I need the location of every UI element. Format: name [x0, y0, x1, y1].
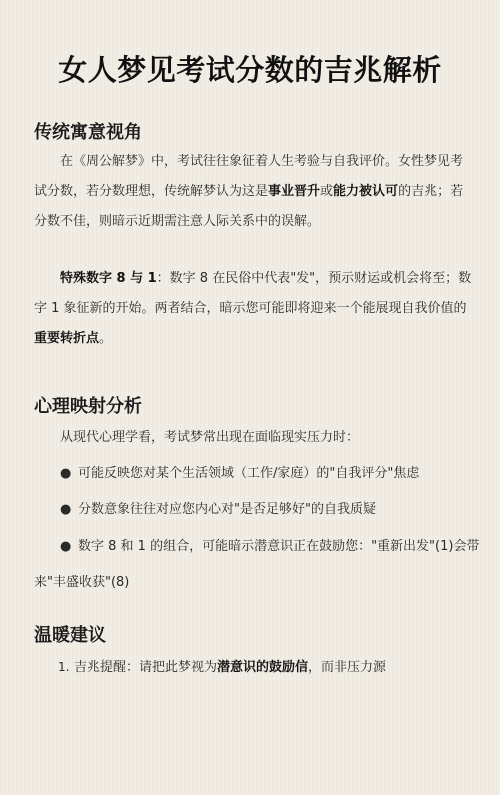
bullet-icon: ● — [60, 502, 72, 517]
text: 吉兆提醒：请把此梦视为 — [74, 660, 218, 675]
list-item — [60, 459, 500, 489]
list-number: 1. — [58, 660, 70, 674]
text: ：数字 8 在民俗中代表"发"，预示财运或机会将至；数字 1 象征新的开始。两者结合，暗示您可能即将迎来一个能展现自我价值的 — [34, 271, 472, 316]
page-title: 女人梦见考试分数的吉兆解析 — [58, 53, 442, 87]
paragraph-traditional-1 — [34, 147, 474, 237]
psych-intro: 从现代心理学看，考试梦常出现在面临现实压力时： — [60, 430, 360, 445]
bullet-text: 分数意象往往对应您内心对"是否足够好"的自我质疑 — [78, 502, 376, 517]
list-item — [60, 532, 500, 562]
text: 。 — [99, 331, 113, 346]
section-heading-advice: 温暖建议 — [34, 625, 106, 646]
advice-item-1 — [58, 652, 498, 683]
bullet-text: 数字 8 和 1 的组合，可能暗示潜意识正在鼓励您："重新出发"(1)会带 — [78, 539, 480, 554]
section-heading-psych: 心理映射分析 — [34, 396, 142, 417]
emphasis-career: 事业晋升 — [268, 184, 321, 199]
paragraph-traditional-2 — [34, 264, 474, 354]
bullet-icon: ● — [60, 466, 72, 481]
bullet-text: 可能反映您对某个生活领域（工作/家庭）的"自我评分"焦虑 — [78, 466, 420, 481]
bullet-icon: ● — [60, 539, 72, 554]
emphasis-encouragement: 潜意识的鼓励信 — [217, 660, 309, 675]
text: 在《周公解梦》中，考试往往象征着人生考验与自我评价。女性梦见考试分数，若分数理想，传统解梦认为这是 — [34, 154, 464, 199]
list-item — [60, 495, 500, 525]
emphasis-turning-point: 重要转折点 — [34, 331, 100, 346]
emphasis-ability: 能力被认可 — [333, 184, 399, 199]
text: 的吉兆；若分数不佳，则暗示近期需注意人际关系中的误解。 — [34, 184, 464, 229]
text: 或 — [320, 184, 334, 199]
text: ，而非压力源 — [308, 660, 387, 675]
section-heading-traditional: 传统寓意视角 — [34, 122, 142, 143]
emphasis-numbers: 特殊数字 8 与 1 — [60, 271, 157, 286]
list-item-continuation: 来"丰盛收获"(8) — [34, 575, 130, 590]
